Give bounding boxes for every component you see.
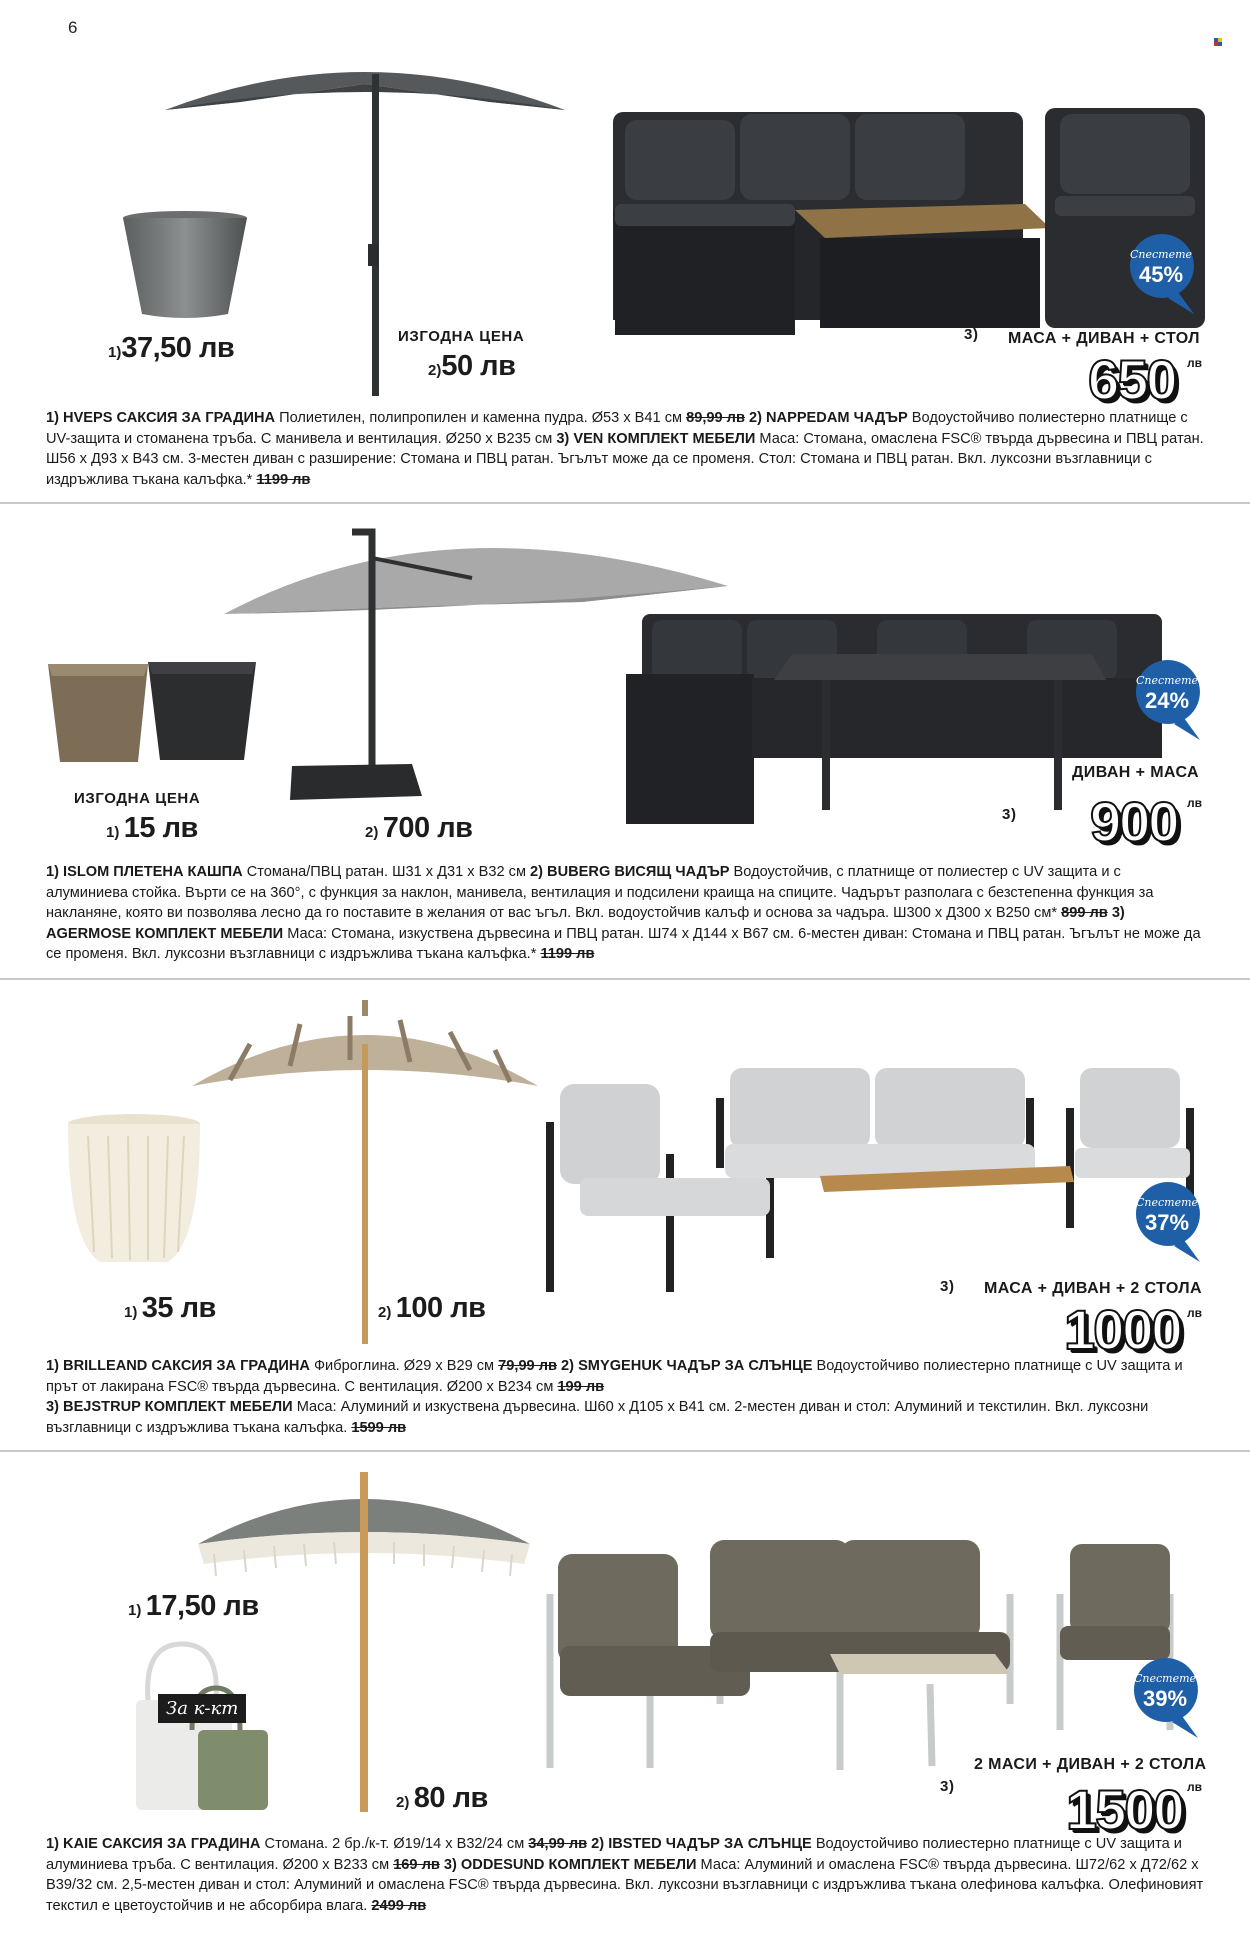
set-label: ДИВАН + МАСА — [1072, 764, 1199, 781]
set-num: 3) — [964, 326, 979, 343]
badge-percent: 45% — [1138, 262, 1184, 287]
product-description: 1) ISLOM ПЛЕТЕНА КАШПА Стомана/ПВЦ ратан. Ш31 x Д31 x В32 см 2) BUBERG ВИСЯЩ ЧАДЪР Водоустойчив, с платнище от полиестер с UV защита и с алуминиева стойка. Върти се на 360°, с функция за наклон, манивела, вентилация и подсилени краища на спиците. Чадърът разполага с безстепенна функция за накланяне, която ви позволява лесно да го поставите в желания от вас ъгъл. Вкл. водоустойчив калъф и основа за чадъра. Ш300 x Д300 x В250 см* 899 лв 3) AGERMOSE КОМПЛЕКТ МЕБЕЛИ Маса: Стомана, изкуствена дървесина и ПВЦ ратан. Ш74 x Д144 x В67 см. 6-местен диван: Стомана и ПВЦ ратан. Ъгълът не може да се променя. Вкл. луксозни възглавници с издръжлива тъкана калъфка.* 1199 лв — [46, 864, 1201, 962]
set-currency: лв — [1187, 796, 1202, 810]
set-currency: лв — [1187, 356, 1202, 370]
set-label: 2 МАСИ + ДИВАН + 2 СТОЛА — [974, 1756, 1207, 1773]
discount-badge — [1132, 1656, 1212, 1740]
badge-percent: 37% — [1144, 1210, 1190, 1235]
set-currency: лв — [1187, 1306, 1202, 1320]
price-label-best: ИЗГОДНА ЦЕНА — [74, 790, 201, 807]
price-1: 1) 35 лв — [124, 1292, 216, 1324]
price-2: 2) 100 лв — [378, 1292, 486, 1324]
set-label: МАСА + ДИВАН + СТОЛ — [1008, 330, 1200, 347]
set-num: 3) — [940, 1778, 955, 1795]
product-description: 1) KAIE САКСИЯ ЗА ГРАДИНА Стомана. 2 бр./к-т. Ø19/14 x В32/24 см 34,99 лв 2) IBSTED ЧАДЪР ЗА СЛЪНЦЕ Водоустойчиво полиестерно платнище с UV защита и алуминиева тръба. С вентилация. Ø200 x В233 см 169 лв 3) ODDESUND КОМПЛЕКТ МЕБЕЛИ Маса: Алуминий и омаслена FSC® твърда дървесина. Ш72/62 x Д72/62 x В39/32 см. 2,5-местен диван и стол: Алуминий и омаслена FSC® твърда дървесина. Вкл. луксозни възглавници с издръжлива тъкана олефинова калъфка. Олефиновият текстил е цветоустойчив и не абсорбира влага. 2499 лв — [46, 1836, 1204, 1914]
price-label-best: ИЗГОДНА ЦЕНА — [398, 328, 525, 345]
section-divider — [0, 978, 1250, 980]
price-1: 1) 15 лв — [106, 812, 198, 844]
price-2: 2) 700 лв — [365, 812, 473, 844]
set-price: 1500 — [1066, 1778, 1183, 1841]
set-num: 3) — [1002, 806, 1017, 823]
set-label: МАСА + ДИВАН + 2 СТОЛА — [984, 1280, 1202, 1297]
brilleand-planter-image — [64, 1112, 204, 1268]
badge-label: Спестете — [1135, 1196, 1199, 1209]
brand-logo-icon — [1214, 38, 1222, 46]
set-price: 650 — [1088, 348, 1176, 411]
price-2: 2) 80 лв — [396, 1782, 488, 1814]
section-divider — [0, 502, 1250, 504]
page-number: 6 — [68, 18, 78, 37]
discount-badge — [1128, 232, 1208, 316]
set-price: 1000 — [1064, 1298, 1181, 1361]
set-price: 900 — [1090, 790, 1178, 853]
smygehuk-umbrella-image — [190, 994, 540, 1348]
discount-badge — [1134, 1180, 1214, 1264]
price-2: 2)50 лв — [428, 350, 516, 382]
price-1: 1)37,50 лв — [108, 332, 235, 364]
set-currency: лв — [1187, 1780, 1202, 1794]
kaie-basket-set-image — [130, 1640, 270, 1816]
badge-percent: 24% — [1144, 688, 1190, 713]
section-divider — [0, 1450, 1250, 1452]
agermose-furniture-set-image — [622, 608, 1162, 828]
badge-label: Спестете — [1133, 1672, 1197, 1685]
discount-badge — [1134, 658, 1214, 742]
badge-label: Спестете — [1129, 248, 1193, 261]
bejstrup-furniture-set-image — [540, 1058, 1210, 1298]
set-num: 3) — [940, 1278, 955, 1295]
badge-label: Спестете — [1135, 674, 1199, 687]
set-tag: За к-кт — [158, 1694, 246, 1723]
price-1: 1) 17,50 лв — [128, 1590, 259, 1622]
product-description: 1) HVEPS САКСИЯ ЗА ГРАДИНА Полиетилен, полипропилен и каменна пудра. Ø53 x В41 см 89,99 лв 2) NAPPEDAM ЧАДЪР Водоустойчиво полиестерно платнище с UV-защита и стоманена тръба. С манивела и вентилация. Ø250 x В235 см 3) VEN КОМПЛЕКТ МЕБЕЛИ Маса: Стомана, омаслена FSC® твърда дървесина и ПВЦ ратан. Ш56 x Д93 x В43 см. 3-местен диван с разширение: Стомана и ПВЦ ратан. Ъгълът може да се променя. Стол: Стомана и ПВЦ ратан. Вкл. луксозни възглавници с издръжлива тъкана калъфка.* 1199 лв — [46, 410, 1204, 488]
product-description: 1) BRILLEAND САКСИЯ ЗА ГРАДИНА Фиброглина. Ø29 x В29 см 79,99 лв 2) SMYGEHUK ЧАДЪР ЗА СЛЪНЦЕ Водоустойчиво полиестерно платнище с UV защита и прът от лакирана FSC® твърда дървесина. С вентилация. Ø200 x В234 см 199 лв 3) BEJSTRUP КОМПЛЕКТ МЕБЕЛИ Маса: Алуминий и изкуствена дървесина. Ш60 x Д105 x В41 см. 2-местен диван и стол: Алуминий и текстилин. Вкл. луксозни възглавници с издръжлива тъкана калъфка. 1599 лв — [46, 1358, 1183, 1436]
oddesund-furniture-set-image — [540, 1534, 1180, 1774]
badge-percent: 39% — [1142, 1686, 1188, 1711]
ven-furniture-set-image — [605, 100, 1205, 340]
